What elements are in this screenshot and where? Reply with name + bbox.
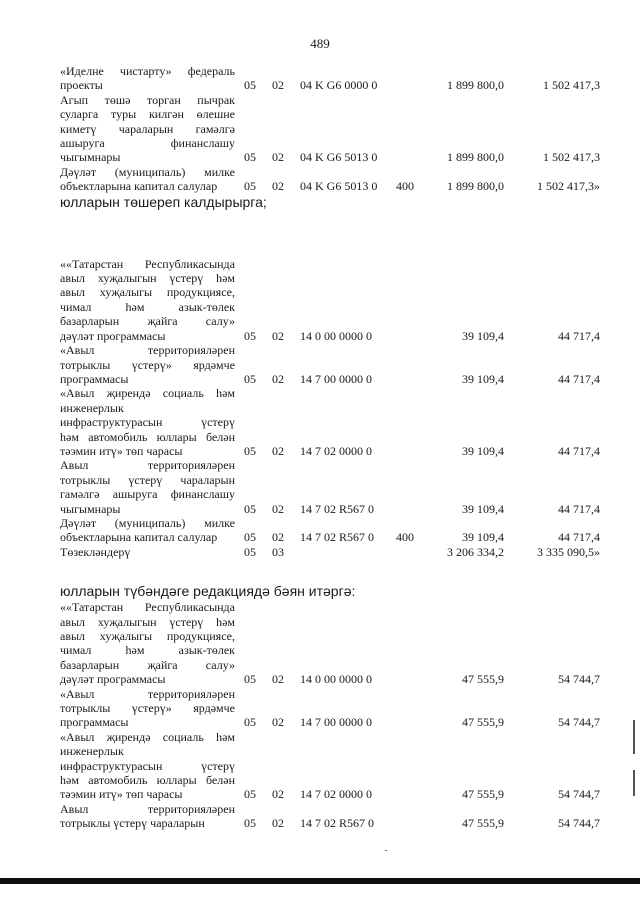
description-line: тотрыклы үстерү чараларын xyxy=(60,472,235,487)
subsection-code: 02 xyxy=(272,371,284,386)
table-row xyxy=(60,257,620,343)
description-line: ««Татарстан Республикасында xyxy=(60,256,235,271)
target-article-code: 04 K G6 5013 0 xyxy=(300,179,378,194)
description-line: тотрыклы үстерү чараларын xyxy=(60,816,205,831)
table-row xyxy=(60,343,620,386)
section-code: 05 xyxy=(244,179,256,194)
subsection-code: 02 xyxy=(272,672,284,687)
description-line: чыгымнары xyxy=(60,501,121,516)
description-line: киметү чараларын гамәлгә xyxy=(60,121,235,136)
description-line: ««Татарстан Республикасында xyxy=(60,600,235,615)
amount-year-2: 54 744,7 xyxy=(558,672,600,687)
description-line: Авыл территорияләрен xyxy=(60,801,235,816)
description-line: чимал һәм азык-төлек xyxy=(60,643,235,658)
target-article-code: 04 K G6 0000 0 xyxy=(300,78,378,93)
section-code: 05 xyxy=(244,78,256,93)
description-line: «Авыл җирендә социаль һәм xyxy=(60,729,235,744)
description-line: тотрыклы үстерү» ярдәмче xyxy=(60,701,235,716)
description-line: авыл хуҗалыгын үстерү һәм xyxy=(60,271,235,286)
section-code: 05 xyxy=(244,443,256,458)
description-line: «Авыл җирендә социаль һәм xyxy=(60,386,235,401)
amount-year-1: 39 109,4 xyxy=(462,501,504,516)
description-line: чыгымнары xyxy=(60,150,121,165)
table-row xyxy=(60,687,620,730)
subsection-code: 02 xyxy=(272,443,284,458)
amount-year-1: 39 109,4 xyxy=(462,443,504,458)
subsection-code: 02 xyxy=(272,179,284,194)
amount-year-2: 1 502 417,3 xyxy=(543,78,600,93)
description-line: объектларына капитал салулар xyxy=(60,530,218,545)
amount-year-2: 54 744,7 xyxy=(558,787,600,802)
amount-year-2: 44 717,4 xyxy=(558,443,600,458)
section-code: 05 xyxy=(244,371,256,386)
section-code: 05 xyxy=(244,672,256,687)
row-description xyxy=(60,730,235,802)
amount-year-2: 44 717,4 xyxy=(558,530,600,545)
description-line: тотрыклы үстерү» ярдәмче xyxy=(60,357,235,372)
subsection-code: 02 xyxy=(272,787,284,802)
section-code: 05 xyxy=(244,150,256,165)
description-line: базарларын җайга салу» xyxy=(60,657,235,672)
target-article-code: 14 0 00 0000 0 xyxy=(300,328,372,343)
amount-year-2: 44 717,4 xyxy=(558,328,600,343)
table-row xyxy=(60,165,620,194)
spacer xyxy=(60,559,620,583)
amount-year-2: 1 502 417,3» xyxy=(537,179,600,194)
row-description xyxy=(60,386,235,458)
amount-year-2: 1 502 417,3 xyxy=(543,150,600,165)
row-description xyxy=(60,257,235,343)
description-line: суларга туры килгән өлешне xyxy=(60,107,235,122)
description-line: «Иделне чистарту» федераль xyxy=(60,64,235,78)
description-line: авыл хуҗалыгын үстерү һәм xyxy=(60,614,235,629)
row-description xyxy=(60,93,235,165)
description-line: Дәүләт (муниципаль) милке xyxy=(60,515,235,530)
section-code: 05 xyxy=(244,715,256,730)
budget-table xyxy=(60,64,620,831)
description-line: Дәүләт (муниципаль) милке xyxy=(60,164,235,179)
section-code: 05 xyxy=(244,787,256,802)
scan-bottom-rule xyxy=(0,878,640,884)
section-code: 05 xyxy=(244,501,256,516)
amount-year-1: 1 899 800,0 xyxy=(447,78,504,93)
description-line: программасы xyxy=(60,371,129,386)
description-line: ашыруга финанслашу xyxy=(60,136,235,151)
target-article-code: 14 7 02 R567 0 xyxy=(300,530,375,545)
table-row xyxy=(60,802,620,831)
subsection-code: 03 xyxy=(272,544,284,559)
description-line: тәэмин итү» төп чарасы xyxy=(60,787,183,802)
row-description xyxy=(60,458,235,516)
target-article-code: 04 K G6 5013 0 xyxy=(300,150,378,165)
instruction-text: юлларын түбәндәге редакциядә бәян итәргә: xyxy=(60,583,356,600)
description-line: Агып төшә торган пычрак xyxy=(60,92,235,107)
scan-speck xyxy=(385,850,387,851)
description-line: Төзекләндерү xyxy=(60,544,131,559)
section-code: 05 xyxy=(244,530,256,545)
table-row xyxy=(60,516,620,545)
section-code: 05 xyxy=(244,816,256,831)
table-row xyxy=(60,64,620,93)
description-line: инженерлык xyxy=(60,400,124,415)
target-article-code: 14 7 02 0000 0 xyxy=(300,443,372,458)
target-article-code: 14 7 02 R567 0 xyxy=(300,501,375,516)
page-number: 489 xyxy=(310,36,330,51)
table-row xyxy=(60,730,620,802)
description-line: Авыл территорияләрен xyxy=(60,458,235,473)
row-description xyxy=(60,802,235,831)
table-row xyxy=(60,458,620,516)
description-line: гамәлгә ашыруга финанслашу xyxy=(60,487,235,502)
amount-year-2: 54 744,7 xyxy=(558,715,600,730)
description-line: инфраструктурасын үстерү xyxy=(60,758,235,773)
scan-edge-mark xyxy=(633,720,635,754)
section-code: 05 xyxy=(244,544,256,559)
amount-year-1: 47 555,9 xyxy=(462,816,504,831)
description-line: дәүләт программасы xyxy=(60,672,166,687)
amount-year-2: 44 717,4 xyxy=(558,501,600,516)
row-description xyxy=(60,516,235,545)
description-line: программасы xyxy=(60,715,129,730)
row-description xyxy=(60,545,235,559)
expense-type-code: 400 xyxy=(396,179,414,194)
description-line: «Авыл территорияләрен xyxy=(60,686,235,701)
row-description xyxy=(60,64,235,93)
target-article-code: 14 7 00 0000 0 xyxy=(300,371,372,386)
subsection-code: 02 xyxy=(272,78,284,93)
row-description xyxy=(60,600,235,686)
amount-year-2: 44 717,4 xyxy=(558,371,600,386)
amount-year-1: 39 109,4 xyxy=(462,530,504,545)
target-article-code: 14 7 00 0000 0 xyxy=(300,715,372,730)
row-description xyxy=(60,165,235,194)
section-code: 05 xyxy=(244,328,256,343)
subsection-code: 02 xyxy=(272,328,284,343)
description-line: авыл хуҗалыгы продукциясе, xyxy=(60,285,235,300)
table-row xyxy=(60,545,620,559)
description-line: һәм автомобиль юллары белән xyxy=(60,773,235,788)
description-line: тәэмин итү» төп чарасы xyxy=(60,443,183,458)
description-line: чимал һәм азык-төлек xyxy=(60,299,235,314)
amount-year-1: 1 899 800,0 xyxy=(447,150,504,165)
row-description xyxy=(60,687,235,730)
subsection-code: 02 xyxy=(272,501,284,516)
table-row xyxy=(60,600,620,686)
amount-year-1: 47 555,9 xyxy=(462,715,504,730)
description-line: проекты xyxy=(60,78,103,93)
description-line: базарларын җайга салу» xyxy=(60,314,235,329)
target-article-code: 14 0 00 0000 0 xyxy=(300,672,372,687)
expense-type-code: 400 xyxy=(396,530,414,545)
description-line: инфраструктурасын үстерү xyxy=(60,415,235,430)
subsection-code: 02 xyxy=(272,816,284,831)
target-article-code: 14 7 02 0000 0 xyxy=(300,787,372,802)
table-row xyxy=(60,386,620,458)
row-description xyxy=(60,343,235,386)
amount-year-2: 3 335 090,5» xyxy=(537,544,600,559)
amount-year-2: 54 744,7 xyxy=(558,816,600,831)
amount-year-1: 1 899 800,0 xyxy=(447,179,504,194)
target-article-code: 14 7 02 R567 0 xyxy=(300,816,375,831)
table-row xyxy=(60,93,620,165)
description-line: авыл хуҗалыгы продукциясе, xyxy=(60,629,235,643)
amount-year-1: 39 109,4 xyxy=(462,328,504,343)
description-line: һәм автомобиль юллары белән xyxy=(60,429,235,444)
amount-year-1: 47 555,9 xyxy=(462,672,504,687)
amount-year-1: 47 555,9 xyxy=(462,787,504,802)
subsection-code: 02 xyxy=(272,150,284,165)
scan-edge-mark xyxy=(633,770,635,796)
instruction-text: юлларын төшереп калдырырга; xyxy=(60,193,267,210)
description-line: объектларына капитал салулар xyxy=(60,179,218,194)
subsection-code: 02 xyxy=(272,715,284,730)
amount-year-1: 3 206 334,2 xyxy=(447,544,504,559)
description-line: инженерлык xyxy=(60,744,124,759)
description-line: дәүләт программасы xyxy=(60,328,166,343)
amount-year-1: 39 109,4 xyxy=(462,371,504,386)
description-line: «Авыл территорияләрен xyxy=(60,343,235,358)
spacer xyxy=(60,211,620,257)
subsection-code: 02 xyxy=(272,530,284,545)
